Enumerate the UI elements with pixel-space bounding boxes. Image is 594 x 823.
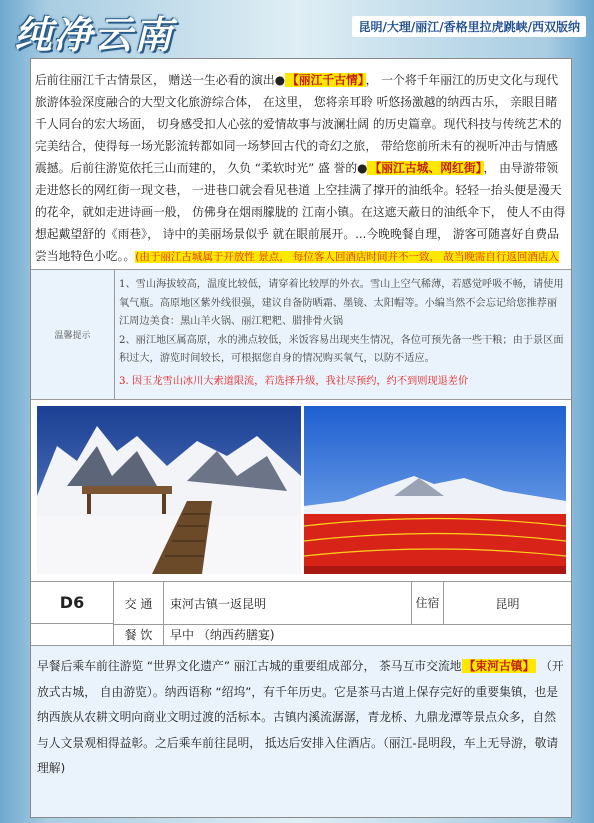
page-header	[0, 0, 594, 58]
highlight-attraction: 【丽江千古情】	[286, 73, 364, 87]
day-label: D6	[31, 582, 113, 624]
highlight-attraction: 【丽江古城、网红街】	[369, 161, 482, 175]
itinerary-description-day6	[31, 646, 571, 817]
photo-row	[31, 400, 571, 582]
desc-text: （开放式古城， 自由游览）。纳西语称 “绍坞”，有千年历史。它是茶马古道上保存完好的重要集镇，也是纳西族从农耕文明向商业文明过渡的活标本。古镇内溪流潺潺，青龙桥、九鼎龙潭等景点众多，自然与人文景观相得益彰。之后乘车前往昆明， 抵达后安排入住酒店。（丽江-昆明段，车上无导游，敬请理解)	[37, 659, 564, 775]
tip-item: 2、丽江地区属高原，水的沸点较低，米饭容易出现夹生情况，各位可预先备一些干粮；由于景区面积过大，游览时间较长，可根据您自身的情况购买氧气，以防不适应。	[119, 334, 564, 364]
stay-value: 昆明	[443, 582, 571, 624]
transport-label: 交 通	[113, 582, 163, 624]
tips-section	[31, 270, 571, 400]
brand-logo-text: 纯净云南	[14, 12, 175, 57]
desc-text: ， 由导游带领走进悠长的网红街一现文巷， 一进巷口就会看见巷道 上空挂满了撑开的油纸伞。轻轻一抬头便是漫天的花伞，就如走进诗画一般， 仿佛身在烟雨朦胧的 江南小镇。在这遮天蔽日的油纸伞下， 使人不由得想起戴望舒的《雨巷》， 诗中的美丽场景似乎 就在眼前展开。...今晚晚餐自理， 游客可随喜好自费品尝当地特色小吃。。	[35, 161, 566, 263]
transport-value: 束河古镇一返昆明	[163, 582, 411, 624]
day-6-info-table	[31, 582, 571, 646]
tips-body	[119, 276, 565, 391]
tips-label: 温馨提示	[31, 270, 115, 399]
stay-label: 住宿	[411, 582, 443, 624]
snow-mountain-stairs-photo	[37, 406, 301, 574]
desc-text: 后前往丽江千古情景区， 赠送一生必看的演出●	[35, 73, 285, 87]
impression-lijiang-stage-photo	[304, 406, 566, 574]
tip-warning: 3. 因玉龙雪山冰川大索道限流，若选择升级，我社尽预约，约不到则现退差价	[119, 375, 469, 387]
itinerary-card	[30, 58, 572, 818]
tip-item: 1、雪山海拔较高，温度比较低，请穿着比较厚的外衣。雪山上空气稀薄，若感觉呼吸不畅，请使用氧气瓶。高原地区紫外线很强，建议自备防晒霜、墨镜、太阳帽等。小编当然不会忘记给您推荐丽江周边美食：黑山羊火锅、丽江粑粑、腊排骨火锅	[119, 279, 564, 327]
meal-label: 餐 饮	[113, 624, 163, 645]
meal-value: 早中 （纳西药膳宴)	[163, 624, 571, 645]
desc-text: 早餐后乘车前往游览 “世界文化遗产” 丽江古城的重要组成部分， 茶马互市交流地	[37, 659, 462, 673]
desc-text: ， 一个将千年丽江的历史文化与现代旅游体验深度融合的大型文化旅游综合体， 在这里， 您将亲耳聆 听悠扬激越的纳西古乐， 亲眼目睹千人同台的宏大场面， 切身感受扣人心弦的爱情故事与波澜壮阔 的历史篇章。现代科技与传统艺术的完美结合，使得每一场光影流转都如同一场梦回古代的奇幻之旅， 带给您前所未有的视听冲击与情感震撼。后前往游览依托三山而建的， 久负 “柔软时光” 盛 誉的●	[35, 73, 562, 175]
highlight-attraction: 【束河古镇】	[463, 659, 535, 673]
route-banner: 昆明/大理/丽江/香格里拉虎跳峡/西双版纳	[352, 16, 586, 37]
important-note: (由于丽江古城属于开放性 景点， 每位客人回酒店时间并不一致， 故当晚需自行返回酒店入	[35, 251, 559, 286]
itinerary-description-day5	[31, 59, 571, 270]
